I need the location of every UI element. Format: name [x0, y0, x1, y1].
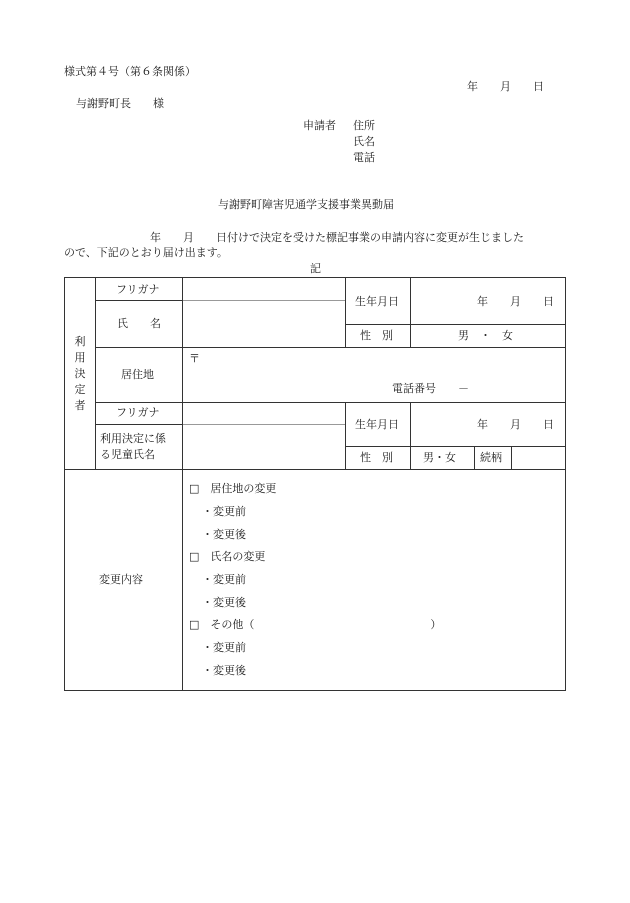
- applicant-phone-label: 電話: [353, 151, 375, 164]
- change-content-label: 変更内容: [99, 573, 143, 586]
- postal-mark: 〒: [189, 352, 200, 365]
- divider: [345, 402, 346, 469]
- furigana-label: フリガナ: [116, 283, 160, 296]
- child-name-label-1: 利用決定に係: [100, 432, 166, 445]
- section-label-char: 定: [74, 383, 86, 396]
- ki-heading: 記: [310, 262, 321, 275]
- divider: [95, 347, 566, 348]
- birthdate-value: 年 月 日: [477, 295, 554, 308]
- divider: [183, 300, 345, 301]
- change-item-before: ・変更前: [202, 573, 246, 586]
- gender-label: 性 別: [360, 329, 393, 342]
- change-item-other: □ その他（ ）: [189, 618, 442, 631]
- divider: [410, 278, 411, 347]
- section-label-char: 用: [74, 351, 86, 364]
- change-item-after: ・変更後: [202, 528, 246, 541]
- divider: [345, 278, 346, 347]
- change-item-after: ・変更後: [202, 596, 246, 609]
- change-item-before: ・変更前: [202, 505, 246, 518]
- section-label-char: 決: [74, 367, 86, 380]
- section-label-char: 利: [74, 335, 86, 348]
- divider: [65, 469, 566, 470]
- addressee: 与謝野町長 様: [76, 97, 164, 110]
- change-item-name: □ 氏名の変更: [189, 550, 266, 563]
- applicant-address-label: 住所: [353, 119, 375, 132]
- divider: [95, 402, 566, 403]
- divider: [95, 300, 183, 301]
- document-title: 与謝野町障害児通学支援事業異動届: [218, 198, 394, 211]
- submission-date: 年 月 日: [467, 80, 544, 93]
- divider: [182, 278, 183, 691]
- applicant-label: 申請者: [303, 119, 336, 132]
- change-item-before: ・変更前: [202, 641, 246, 654]
- phone-label: 電話番号 －: [392, 382, 469, 395]
- gender-value-child: 男・女: [423, 451, 456, 464]
- gender-label-child: 性 別: [360, 451, 393, 464]
- form-table: [64, 277, 566, 691]
- furigana-label-child: フリガナ: [116, 406, 160, 419]
- applicant-name-label: 氏名: [353, 135, 375, 148]
- name-label: 氏 名: [117, 317, 161, 330]
- divider: [345, 446, 566, 447]
- form-number: 様式第４号（第６条関係）: [64, 65, 196, 78]
- divider: [95, 424, 183, 425]
- body-line-1: 年 月 日付けで決定を受けた標記事業の申請内容に変更が生じました: [150, 231, 524, 244]
- divider: [183, 424, 345, 425]
- change-item-residence: □ 居住地の変更: [189, 482, 277, 495]
- residence-label: 居住地: [121, 368, 154, 381]
- change-item-after: ・変更後: [202, 664, 246, 677]
- body-line-2: ので、下記のとおり届け出ます。: [64, 246, 228, 259]
- divider: [474, 446, 475, 469]
- divider: [410, 402, 411, 469]
- child-name-label-2: る児童氏名: [100, 448, 155, 461]
- birthdate-value-child: 年 月 日: [477, 418, 554, 431]
- divider: [511, 446, 512, 469]
- gender-value: 男 ・ 女: [458, 329, 513, 342]
- section-label-char: 者: [74, 399, 86, 412]
- birthdate-label-child: 生年月日: [355, 418, 399, 431]
- divider: [95, 278, 96, 469]
- birthdate-label: 生年月日: [355, 295, 399, 308]
- relation-label: 続柄: [480, 451, 502, 464]
- divider: [345, 324, 566, 325]
